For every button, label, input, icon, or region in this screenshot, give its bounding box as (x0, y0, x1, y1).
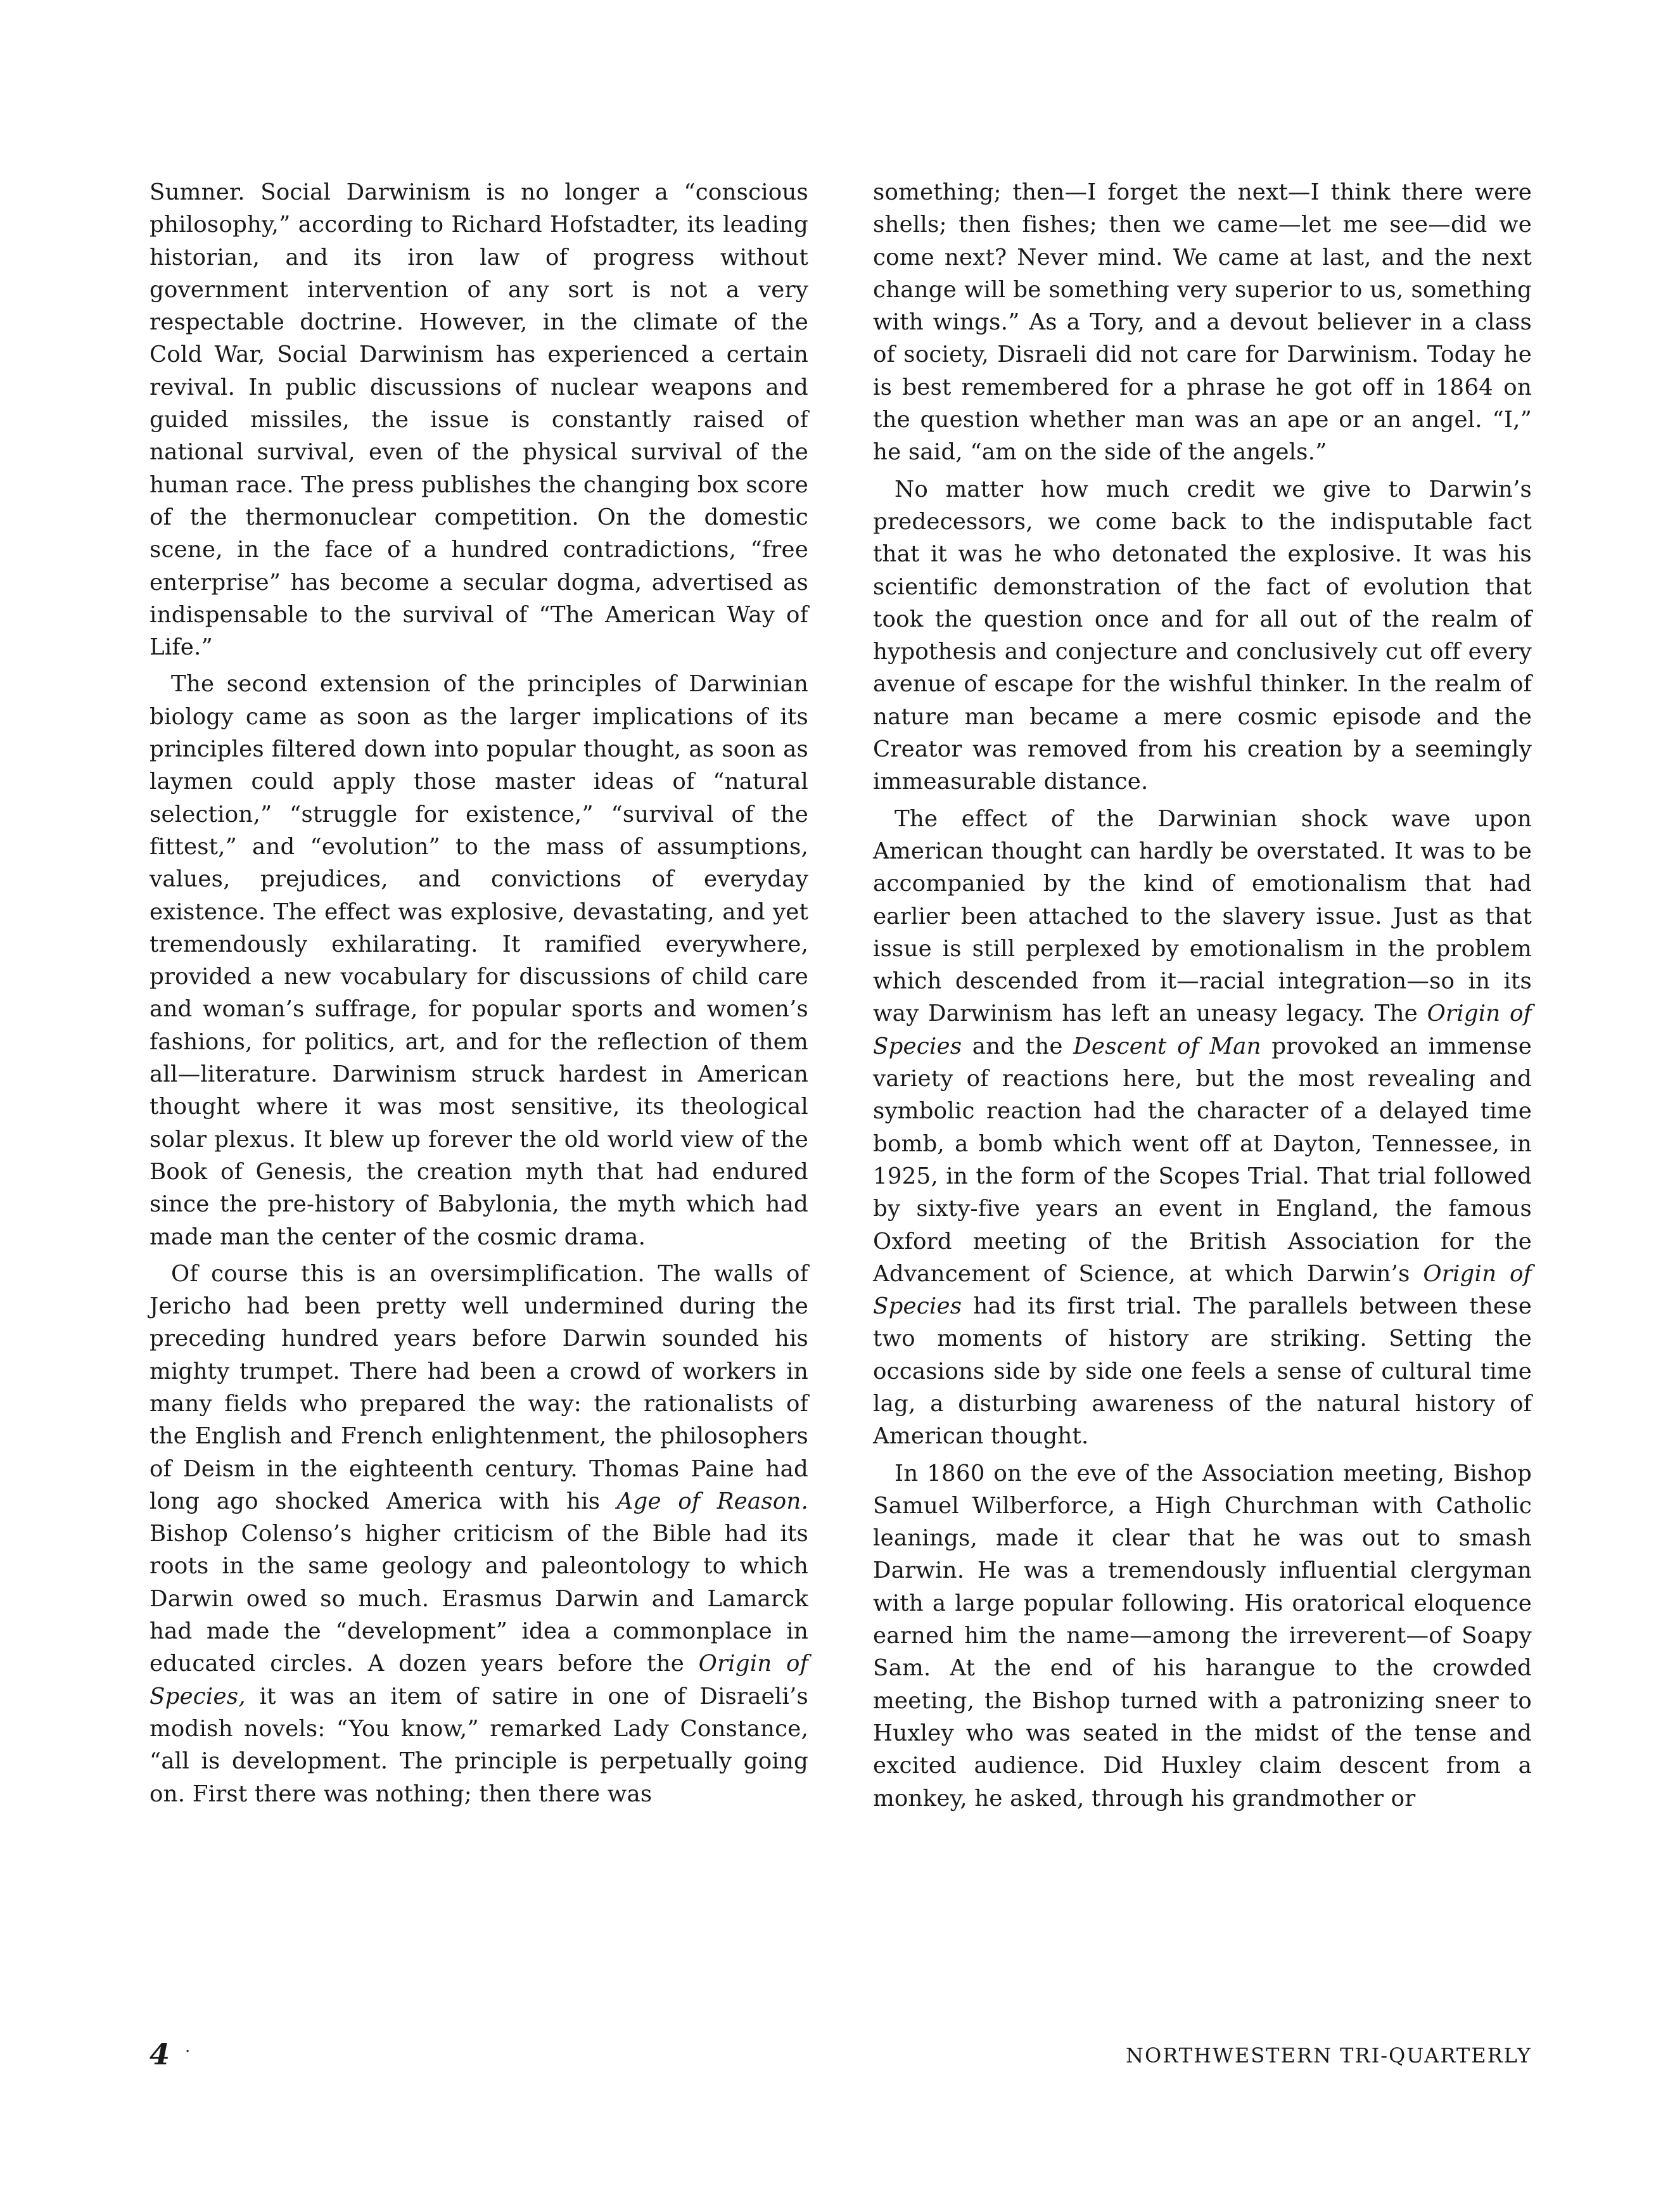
paragraph-text: Bishop Colenso’s higher criticism of the Bible had its roots in the same geology and paleontology to which Darwin owed so much. Erasmus Darwin and Lamarck had made the “development” idea a commonplace in educated circles. A dozen years before the (150, 1521, 808, 1677)
paragraph: something; then—I forget the next—I think there were shells; then fishes; then we came—let me see—did we come next? Never mind. We came at last, and the next change will be something very superior to us, something with wings.” As a Tory, and a devout believer in a class of society, Disraeli did not care for Darwinism. Today he is best remembered for a phrase he got off in 1864 on the question whether man was an ape or an angel. “I,” he said, “am on the side of the angels.” (873, 179, 1532, 466)
left-column (150, 176, 808, 1815)
book-title: Origin of Species, (150, 1651, 808, 1710)
paragraph-text: it was an item of satire in one of Disraeli’s modish novels: “You know,” remarked Lady Constance, “all is development. The principle is perpetually going on. First there was nothing; then there was (150, 1683, 808, 1807)
paragraph: In 1860 on the eve of the Association meeting, Bishop Samuel Wilberforce, a High Churchman with Catholic leanings, made it clear that he was out to smash Darwin. He was a tremendously influential clergyman with a large popular following. His oratorical eloquence earned him the name—among the irreverent—of Soapy Sam. At the end of his harangue to the crowded meeting, the Bishop turned with a patronizing sneer to Huxley who was seated in the midst of the tense and excited audience. Did Huxley claim descent from a monkey, he asked, through his grandmother or (873, 1460, 1532, 1812)
paragraph-text: Of course this is an oversimplification. The walls of Jericho had been pretty well undermined during the preceding hundred years before Darwin sounded his mighty trumpet. There had been a crowd of workers in many fields who prepared the way: the rationalists of the English and French enlightenment, the philosophers of Deism in the eighteenth century. Thomas Paine had long ago shocked America with his (150, 1260, 808, 1514)
footer-dot: · (185, 2042, 191, 2061)
paragraph (873, 803, 1532, 1453)
book-title: Origin of Species (873, 1001, 1532, 1059)
book-title: Age of Reason. (616, 1488, 808, 1514)
page-footer (150, 2037, 1532, 2075)
paragraph: Sumner. Social Darwinism is no longer a “conscious philosophy,” according to Richard Hofstadter, its leading historian, and its iron law of progress without government intervention of any sort is not a very respectable doctrine. However, in the climate of the Cold War, Social Darwinism has experienced a certain revival. In public discussions of nuclear weapons and guided missiles, the issue is constantly raised of national survival, even of the physical survival of the human race. The press publishes the changing box score of the thermonuclear competition. On the domestic scene, in the face of a hundred contradictions, “free enterprise” has become a secular dogma, advertised as indispensable to the survival of “The American Way of Life.” (150, 179, 808, 661)
paragraph: The second extension of the principles of Darwinian biology came as soon as the larger implications of its principles filtered down into popular thought, as soon as laymen could apply those master ideas of “natural selection,” “struggle for existence,” “survival of the fittest,” and “evolution” to the mass of assumptions, values, prejudices, and convictions of everyday existence. The effect was explosive, devastating, and yet tremendously exhilarating. It ramified everywhere, provided a new vocabulary for discussions of child care and woman’s suffrage, for popular sports and women’s fashions, for politics, art, and for the reflection of them all—literature. Darwinism struck hardest in American thought where it was most sensitive, its theological solar plexus. It blew up forever the old world view of the Book of Genesis, the creation myth that had endured since the pre-history of Babylonia, the myth which had made man the center of the cosmic drama. (150, 671, 808, 1250)
page-number: 4 (150, 2037, 170, 2071)
book-title: Origin of Species (873, 1260, 1532, 1320)
right-column (873, 176, 1532, 1819)
paragraph-text: The effect of the Darwinian shock wave upon American thought can hardly be overstated. It was to be accompanied by the kind of emotionalism that had earlier been attached to the slavery issue. Just as that issue is still perplexed by emotionalism in the problem which descended from it—racial integration—so in its way Darwinism has left an uneasy legacy. The (873, 805, 1532, 1027)
paragraph-text: provoked an immense variety of reactions here, but the most revealing and symbolic reaction had the character of a delayed time bomb, a bomb which went off at Dayton, Tennessee, in 1925, in the form of the Scopes Trial. That trial followed by sixty-five years an event in England, the famous Oxford meeting of the British Association for the Advancement of Science, at which Darwin’s (873, 1033, 1532, 1287)
journal-name: NORTHWESTERN TRI-QUARTERLY (1125, 2043, 1532, 2068)
book-title: Descent of Man (1073, 1033, 1261, 1059)
paragraph-text: had its first trial. The parallels between these two moments of history are striking. Setting the occasions side by side one feels a sense of cultural time lag, a disturbing awareness of the natural history of American thought. (873, 1293, 1532, 1450)
paragraph (150, 1258, 808, 1810)
paragraph-text: and the (962, 1033, 1074, 1059)
paragraph: No matter how much credit we give to Darwin’s predecessors, we come back to the indisputable fact that it was he who detonated the explosive. It was his scientific demonstration of the fact of evolution that took the question once and for all out of the realm of hypothesis and conjecture and conclusively cut off every avenue of escape for the wishful thinker. In the realm of nature man became a mere cosmic episode and the Creator was removed from his creation by a seemingly immeasurable distance. (873, 476, 1532, 795)
